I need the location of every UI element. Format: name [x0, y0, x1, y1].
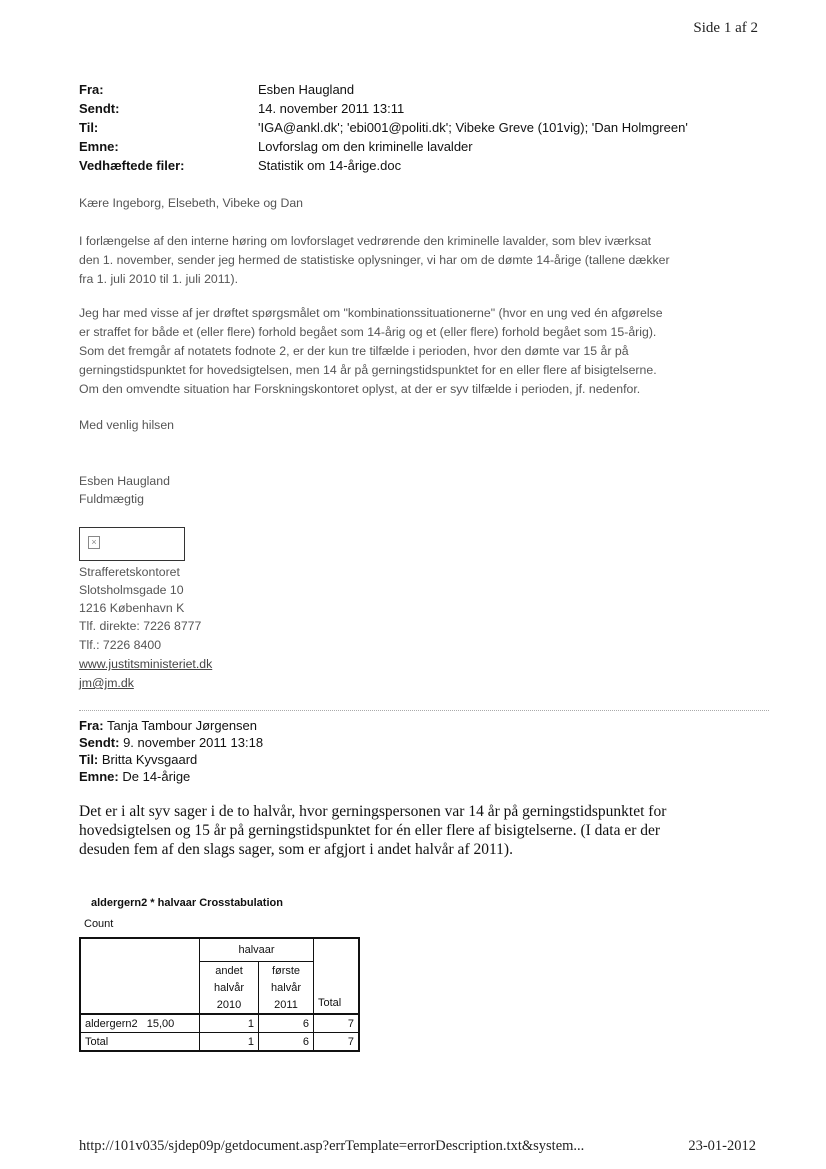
fwd-from: Fra: Tanja Tambour Jørgensen — [79, 718, 258, 733]
to-label: Til: — [79, 120, 99, 135]
paragraph-line: desuden fem af den slags sager, som er afgjort i andet halvår af 2011). — [79, 841, 513, 858]
footer-date: 23-01-2012 — [688, 1138, 756, 1154]
signature-title: Fuldmægtig — [79, 492, 144, 506]
website-link[interactable]: www.justitsministeriet.dk — [79, 657, 213, 671]
crosstab-table — [79, 937, 360, 1052]
table-cell: 6 — [259, 1033, 314, 1052]
paragraph-line: Om den omvendte situation har Forskningskontoret oplyst, at der er syv tilfælde i perioden, jf. nedenfor. — [79, 382, 641, 396]
total-header: Total — [314, 938, 360, 1014]
fwd-subject: Emne: De 14-årige — [79, 769, 191, 784]
col-header-cell: halvår — [259, 979, 314, 996]
paragraph-line: er straffet for både et (eller flere) forhold begået som 14-årig og et (eller flere) forhold begået som 15-årig). — [79, 325, 657, 339]
closing: Med venlig hilsen — [79, 418, 175, 432]
signature-name: Esben Haugland — [79, 474, 170, 488]
forwarded-paragraph — [79, 802, 769, 859]
attachments-label: Vedhæftede filer: — [79, 158, 185, 173]
sent-label: Sendt: — [79, 101, 120, 116]
separator-line — [79, 710, 769, 711]
to-value: 'IGA@ankl.dk'; 'ebi001@politi.dk'; Vibeke Greve (101vig); 'Dan Holmgreen' — [258, 120, 688, 135]
fwd-sent: Sendt: 9. november 2011 13:18 — [79, 735, 264, 750]
col-header-cell: første — [259, 962, 314, 980]
row-label: aldergern2 15,00 — [80, 1014, 200, 1033]
attachment-link[interactable]: Statistik om 14-årige.doc — [258, 158, 402, 173]
paragraph-line: hovedsigtelsen og 15 år på gerningstidspunktet for én eller flere af bisigtelserne. (I data er der — [79, 822, 661, 839]
crosstab-count-label: Count — [84, 918, 114, 930]
paragraph-2 — [79, 304, 769, 399]
col-header-cell: 2010 — [200, 996, 259, 1014]
table-cell: 6 — [259, 1014, 314, 1033]
table-cell: 7 — [314, 1014, 360, 1033]
signature-city: 1216 København K — [79, 601, 185, 615]
logo-image-placeholder — [79, 527, 185, 561]
from-value: Esben Haugland — [258, 82, 355, 97]
signature-phone: Tlf.: 7226 8400 — [79, 638, 162, 652]
paragraph-1 — [79, 232, 769, 289]
paragraph-line: fra 1. juli 2010 til 1. juli 2011). — [79, 272, 239, 286]
group-header: halvaar — [200, 938, 314, 962]
subject-value: Lovforslag om den kriminelle lavalder — [258, 139, 473, 154]
paragraph-line: Som det fremgår af notatets fodnote 2, er der kun tre tilfælde i perioden, hvor den dømte var 15 år på — [79, 344, 629, 358]
corner-cell — [80, 938, 200, 1014]
paragraph-line: Det er i alt syv sager i de to halvår, hvor gerningspersonen var 14 år på gerningstidspunktet for — [79, 803, 667, 820]
broken-image-icon: × — [88, 536, 100, 549]
footer-url: http://101v035/sjdep09p/getdocument.asp?errTemplate=errorDescription.txt&system... — [79, 1138, 585, 1154]
signature-phone-direct: Tlf. direkte: 7226 8777 — [79, 619, 202, 633]
row-label: Total — [80, 1033, 200, 1052]
fwd-to: Til: Britta Kyvsgaard — [79, 752, 198, 767]
signature-office: Strafferetskontoret — [79, 565, 180, 579]
col-header-cell: andet — [200, 962, 259, 980]
sent-value: 14. november 2011 13:11 — [258, 101, 405, 116]
email-link[interactable]: jm@jm.dk — [79, 676, 134, 690]
col-header-cell: halvår — [200, 979, 259, 996]
greeting: Kære Ingeborg, Elsebeth, Vibeke og Dan — [79, 196, 303, 210]
paragraph-line: Jeg har med visse af jer drøftet spørgsmålet om "kombinationssituationerne" (hvor en ung ved én afgørelse — [79, 306, 663, 320]
table-cell: 7 — [314, 1033, 360, 1052]
col-header-cell: 2011 — [259, 996, 314, 1014]
from-label: Fra: — [79, 82, 104, 97]
signature-street: Slotsholmsgade 10 — [79, 583, 184, 597]
subject-label: Emne: — [79, 139, 119, 154]
crosstab-title: aldergern2 * halvaar Crosstabulation — [91, 897, 283, 909]
paragraph-line: den 1. november, sender jeg hermed de statistiske oplysninger, vi har om de dømte 14-årige (tallene dækker — [79, 253, 670, 267]
table-cell: 1 — [200, 1014, 259, 1033]
page-number: Side 1 af 2 — [693, 20, 758, 36]
paragraph-line: I forlængelse af den interne høring om lovforslaget vedrørende den kriminelle lavalder, som blev iværksat — [79, 234, 652, 248]
paragraph-line: gerningstidspunktet for hovedsigtelsen, men 14 år på gerningstidspunktet for en eller flere af bisigtelserne. — [79, 363, 657, 377]
table-cell: 1 — [200, 1033, 259, 1052]
